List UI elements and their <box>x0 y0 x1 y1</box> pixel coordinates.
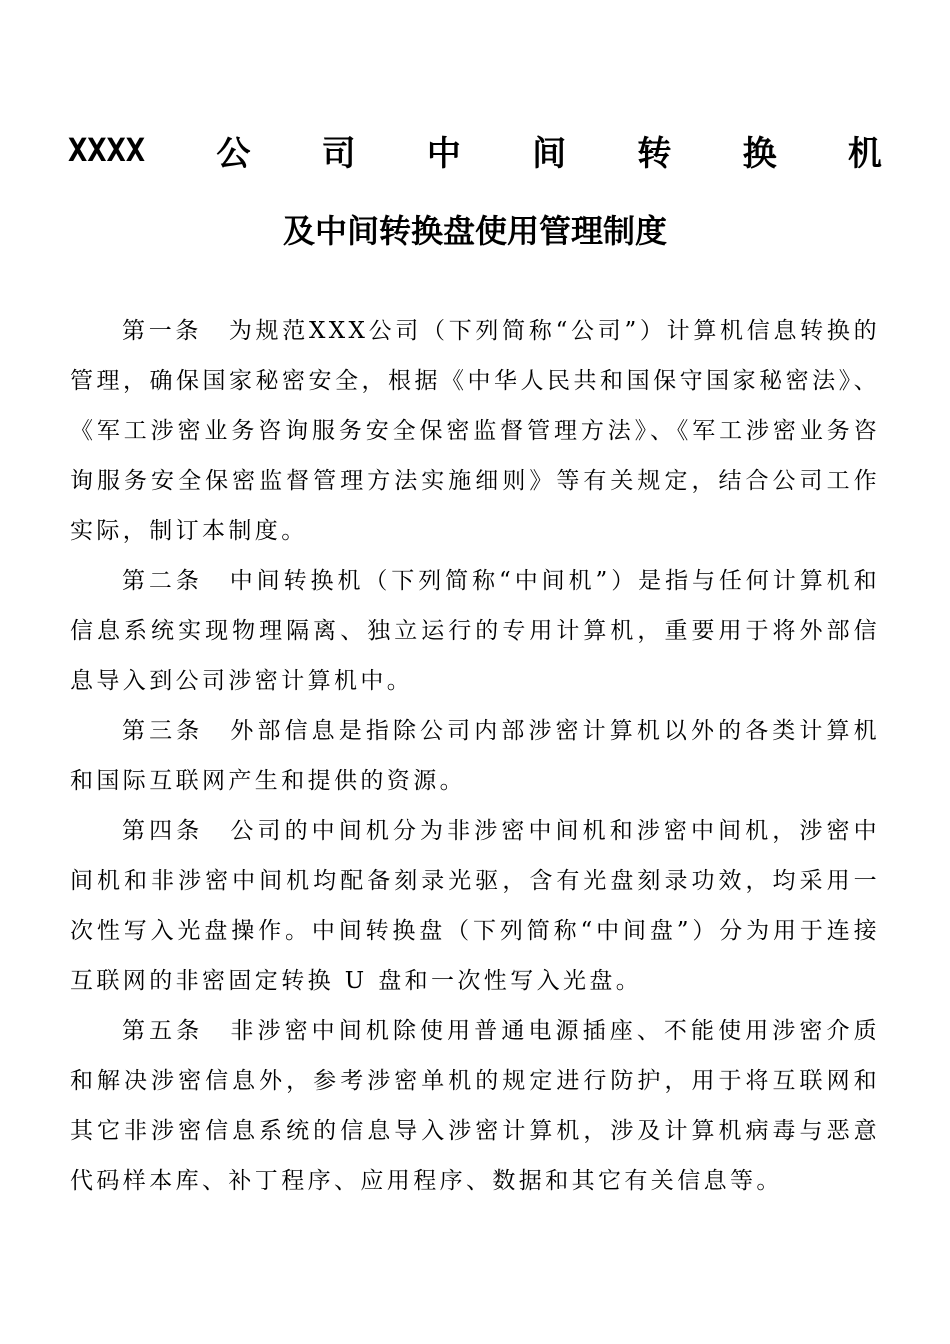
title-word: 中 <box>426 133 461 174</box>
title-word: 公 <box>216 133 251 174</box>
title-word: 换 <box>742 133 777 174</box>
title-word: 机 <box>847 133 882 174</box>
title-word: XXXX <box>68 131 146 169</box>
article-paragraph: 第二条 中间转换机（下列简称“中间机”）是指与任何计算机和信息系统实现物理隔离、独立运行的专用计算机，重要用于将外部信息导入到公司涉密计算机中。 <box>70 568 880 694</box>
article-paragraph: 第三条 外部信息是指除公司内部涉密计算机以外的各类计算机和国际互联网产生和提供的资源。 <box>70 718 880 794</box>
document-body <box>70 306 880 1206</box>
article-paragraph: 第一条 为规范XXX公司（下列简称“公司”）计算机信息转换的管理，确保国家秘密安全，根据《中华人民共和国保守国家秘密法》、《军工涉密业务咨询服务安全保密监督管理方法》、《军工涉密业务咨询服务安全保密监督管理方法实施细则》等有关规定，结合公司工作实际，制订本制度。 <box>70 318 880 544</box>
document-title-line1 <box>68 128 882 172</box>
article-paragraph: 第四条 公司的中间机分为非涉密中间机和涉密中间机，涉密中间机和非涉密中间机均配备刻录光驱，含有光盘刻录功效，均采用一次性写入光盘操作。中间转换盘（下列简称“中间盘”）分为用于连接互联网的非密固定转换 U 盘和一次性写入光盘。 <box>70 818 880 994</box>
article-paragraph: 第五条 非涉密中间机除使用普通电源插座、不能使用涉密介质和解决涉密信息外，参考涉密单机的规定进行防护，用于将互联网和其它非涉密信息系统的信息导入涉密计算机，涉及计算机病毒与恶意代码样本库、补丁程序、应用程序、数据和其它有关信息等。 <box>70 1018 880 1194</box>
title-word: 司 <box>321 133 356 174</box>
document-title-line2: 及中间转换盘使用管理制度 <box>282 212 667 250</box>
title-word: 间 <box>532 133 567 174</box>
title-word: 转 <box>637 133 672 174</box>
